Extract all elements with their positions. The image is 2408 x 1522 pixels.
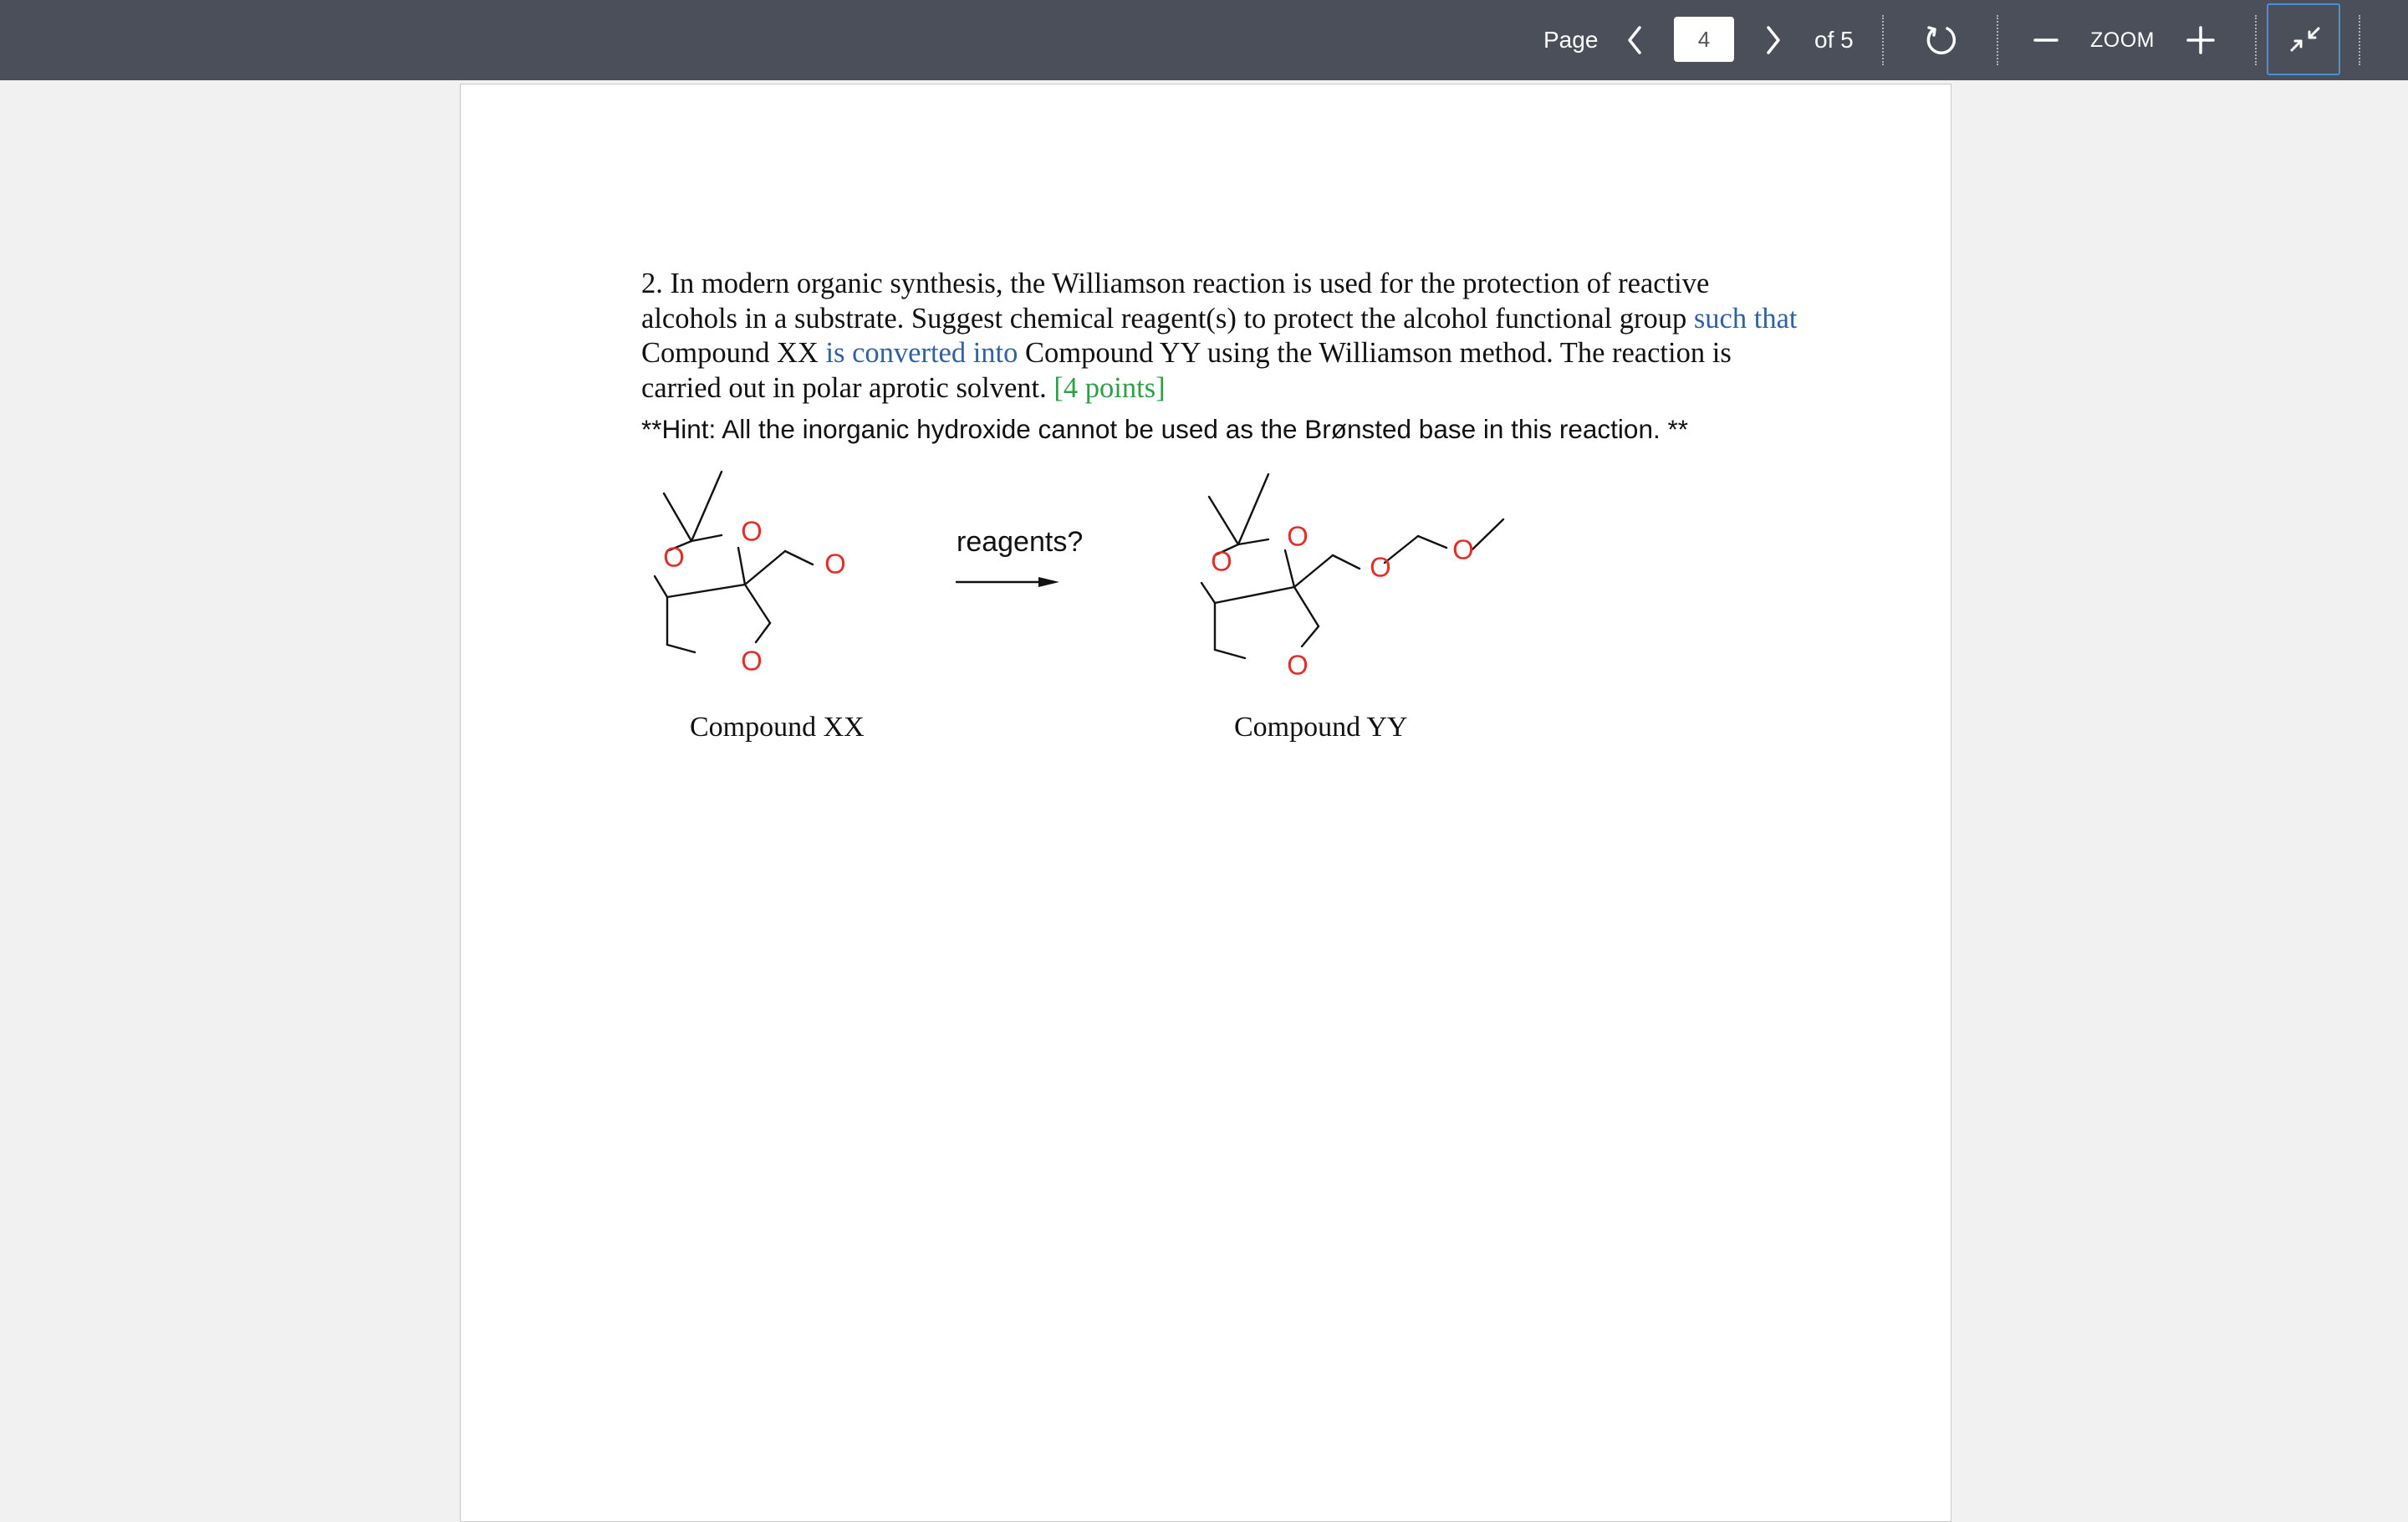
question-text-part: Compound YY using the Williamson method. The reaction is carried out in polar aprotic solvent.	[641, 337, 1732, 404]
exit-fullscreen-icon	[2288, 23, 2322, 57]
minus-icon[interactable]	[2033, 30, 2059, 50]
zoom-label: ZOOM	[2090, 28, 2155, 52]
question-points: [4 points]	[1054, 371, 1166, 404]
chevron-right-icon[interactable]	[1761, 23, 1786, 57]
page-count: of 5	[1814, 27, 1854, 53]
oxygen-atom-label: O	[1211, 545, 1232, 577]
toolbar-divider	[2255, 15, 2257, 65]
rotate-icon[interactable]	[1923, 22, 1960, 59]
page-label: Page	[1543, 27, 1599, 53]
arrow-head	[1038, 577, 1059, 587]
toolbar-divider	[1882, 15, 1884, 65]
oxygen-atom-label: O	[663, 541, 685, 573]
oxygen-atom-label: O	[1287, 649, 1309, 681]
compound-xx-caption: Compound XX	[690, 712, 865, 743]
toolbar-divider	[2359, 15, 2360, 65]
compound-yy-caption: Compound YY	[1234, 712, 1408, 743]
chevron-left-icon[interactable]	[1622, 23, 1647, 57]
oxygen-atom-label: O	[824, 548, 846, 580]
question-highlight: is converted into	[825, 337, 1018, 369]
reaction-scheme	[461, 84, 1952, 921]
question-text-part: 2. In modern organic synthesis, the Williamson reaction is used for the protection of reactive alcohols in a substrate. Suggest chemical reagent(s) to protect the alcohol functional group	[641, 268, 1710, 335]
oxygen-atom-label: O	[1370, 551, 1391, 583]
oxygen-atom-label: O	[1287, 520, 1309, 552]
question-text-part: Compound XX	[641, 337, 826, 369]
page-number-input[interactable]	[1674, 17, 1734, 62]
toolbar-divider	[1997, 15, 1998, 65]
question-highlight: such that	[1693, 302, 1798, 335]
hint-text: **Hint: All the inorganic hydroxide cannot be used as the Brønsted base in this reaction. **	[641, 414, 1688, 444]
plus-icon[interactable]	[2186, 25, 2216, 55]
oxygen-atom-label: O	[741, 515, 763, 547]
oxygen-atom-label: O	[1452, 534, 1474, 565]
compound-yy-structure	[1201, 474, 1503, 658]
oxygen-atom-label: O	[741, 645, 763, 677]
reagents-label: reagents?	[957, 526, 1084, 558]
document-page	[460, 84, 1951, 1522]
exit-fullscreen-button[interactable]	[2267, 3, 2340, 75]
viewer-toolbar	[0, 0, 2408, 80]
